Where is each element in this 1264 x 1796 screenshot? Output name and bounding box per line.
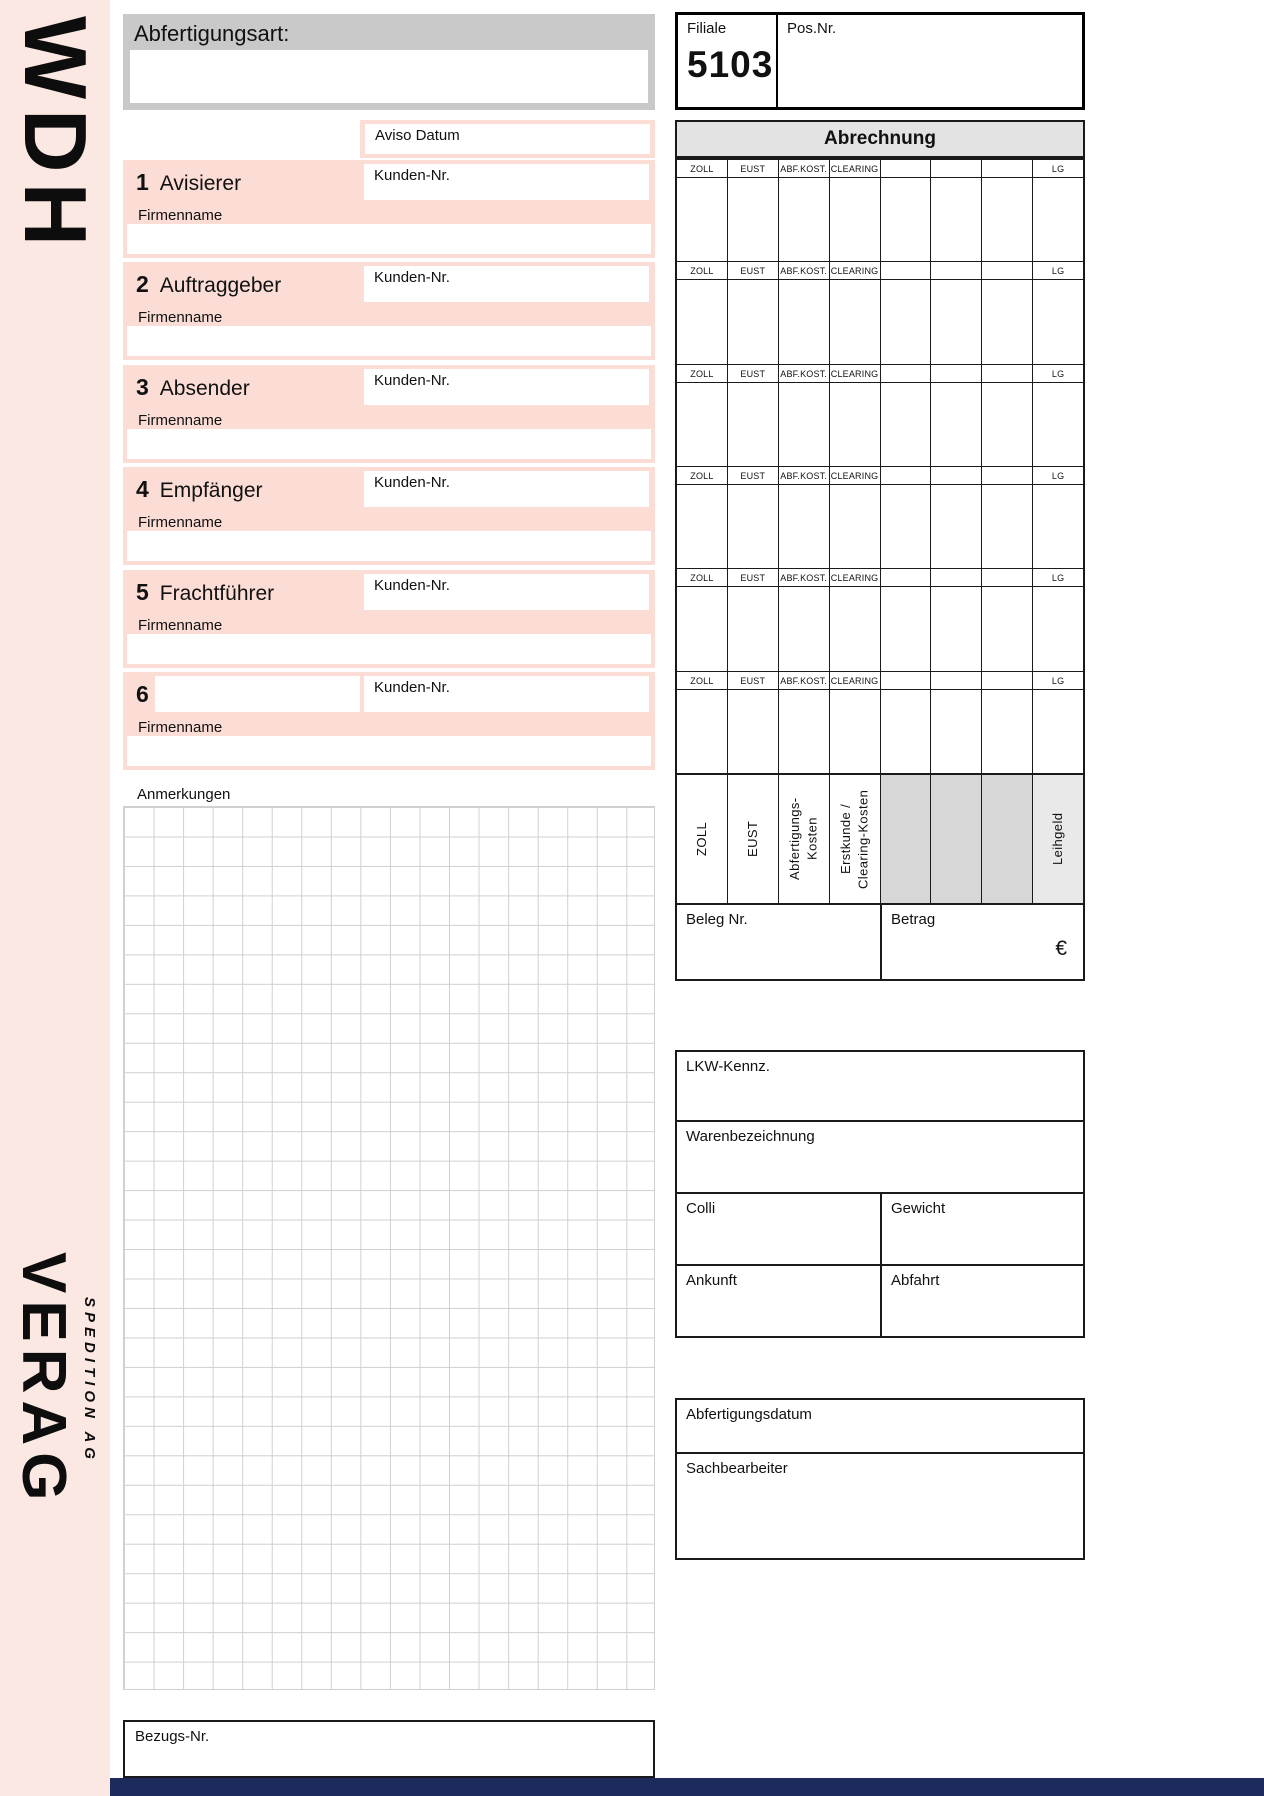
firmenname-field[interactable] [127, 531, 651, 561]
footer-cell-empty [930, 775, 981, 903]
abrechnung-column-header: LG [1033, 365, 1083, 383]
bottom-accent-bar [110, 1778, 1264, 1796]
abrechnung-column-header: CLEARING [830, 160, 880, 178]
abrechnung-title: Abrechnung [824, 128, 936, 149]
section-name: Empfänger [159, 479, 263, 502]
abrechnung-cell-empty[interactable] [981, 262, 1032, 363]
anmerkungen-label: Anmerkungen [137, 786, 231, 803]
abrechnung-row-6 [677, 671, 1083, 773]
kunden-nr-label: Kunden-Nr. [374, 269, 450, 286]
abrechnung-column-header [881, 160, 931, 178]
abrechnung-cell-empty[interactable] [930, 569, 981, 670]
footer-cell-abfertigungs-kosten [778, 775, 829, 903]
firmenname-label: Firmenname [138, 719, 223, 736]
brand-spedition-ag: SPEDITION AG [81, 1296, 98, 1464]
firmenname-field[interactable] [127, 634, 651, 664]
abrechnung-column-header [931, 672, 981, 690]
abrechnung-cell-empty[interactable] [880, 160, 931, 261]
filiale-cell [678, 15, 778, 107]
abrechnung-cell-empty[interactable] [930, 365, 981, 466]
abfertigungsart-label: Abfertigungsart: [134, 21, 290, 46]
abrechnung-cell-lg[interactable] [1032, 569, 1083, 670]
abrechnung-row-2 [677, 261, 1083, 363]
warenbezeichnung-label: Warenbezeichnung [686, 1128, 815, 1145]
abrechnung-column-header: EUST [728, 467, 778, 485]
colli-field[interactable] [677, 1194, 882, 1264]
abrechnung-column-header [982, 569, 1032, 587]
lkw-kennz-field[interactable] [675, 1050, 1085, 1122]
section-number: 6 [136, 681, 149, 707]
section-absender [123, 365, 655, 463]
abrechnung-column-header [881, 262, 931, 280]
abrechnung-cell-zoll[interactable] [677, 569, 727, 670]
abrechnung-cell-abfkost[interactable] [778, 365, 829, 466]
firmenname-label: Firmenname [138, 309, 223, 326]
rotated-footer-label: EUST [745, 820, 761, 858]
abrechnung-cell-abfkost[interactable] [778, 569, 829, 670]
abrechnung-column-header: ZOLL [677, 569, 727, 587]
abrechnung-cell-empty[interactable] [930, 467, 981, 568]
footer-cell-empty [880, 775, 931, 903]
kunden-nr-field[interactable] [364, 471, 649, 507]
kunden-nr-label: Kunden-Nr. [374, 474, 450, 491]
abrechnung-column-header: ABF.KOST. [779, 262, 829, 280]
abrechnung-column-header [982, 467, 1032, 485]
abrechnung-cell-abfkost[interactable] [778, 160, 829, 261]
abrechnung-column-header: LG [1033, 160, 1083, 178]
abrechnung-cell-lg[interactable] [1032, 672, 1083, 773]
abrechnung-cell-empty[interactable] [880, 569, 931, 670]
abrechnung-row-5 [677, 568, 1083, 670]
abrechnung-column-header: ABF.KOST. [779, 467, 829, 485]
abrechnung-cell-zoll[interactable] [677, 365, 727, 466]
colli-gewicht-row [675, 1192, 1085, 1266]
aviso-datum-label: Aviso Datum [375, 127, 460, 144]
abrechnung-column-header: CLEARING [830, 365, 880, 383]
section-title [136, 169, 241, 196]
firmenname-field[interactable] [127, 224, 651, 254]
abfertigungsart-field[interactable] [130, 50, 648, 103]
footer-cell-empty [981, 775, 1032, 903]
rotated-footer-label: Abfertigungs-Kosten [787, 797, 820, 881]
bezugs-nr-label: Bezugs-Nr. [135, 1728, 210, 1745]
abrechnung-cell-clearing[interactable] [829, 467, 880, 568]
lkw-kennz-label: LKW-Kennz. [686, 1058, 770, 1075]
abrechnung-column-header [931, 365, 981, 383]
pos-nr-field[interactable] [778, 15, 1082, 107]
abrechnung-cell-zoll[interactable] [677, 262, 727, 363]
kunden-nr-label: Kunden-Nr. [374, 372, 450, 389]
filiale-number: 5103 [687, 44, 774, 85]
abrechnung-cell-clearing[interactable] [829, 672, 880, 773]
abrechnung-cell-eust[interactable] [727, 569, 778, 670]
abfertigungsdatum-label: Abfertigungsdatum [686, 1406, 812, 1423]
section-name-field[interactable] [155, 676, 360, 712]
aviso-datum-field[interactable] [365, 124, 650, 154]
abrechnung-cell-empty[interactable] [930, 262, 981, 363]
abrechnung-column-header [982, 365, 1032, 383]
abrechnung-header [675, 120, 1085, 158]
currency-symbol: € [1055, 937, 1067, 960]
section-title [136, 579, 274, 606]
abrechnung-cell-zoll[interactable] [677, 467, 727, 568]
abrechnung-column-header: CLEARING [830, 672, 880, 690]
aviso-datum-strip [360, 120, 655, 158]
brand-wdh-block [0, 16, 110, 256]
sachbearbeiter-label: Sachbearbeiter [686, 1460, 788, 1477]
section-six [123, 672, 655, 770]
abrechnung-cell-abfkost[interactable] [778, 262, 829, 363]
abfertigungsdatum-field[interactable] [675, 1398, 1085, 1454]
footer-cell-leihgeld [1032, 775, 1083, 903]
abrechnung-cell-empty[interactable] [880, 467, 931, 568]
abrechnung-cell-clearing[interactable] [829, 160, 880, 261]
section-frachtfuehrer [123, 570, 655, 668]
section-number: 3 [136, 374, 149, 400]
abrechnung-column-header: ABF.KOST. [779, 569, 829, 587]
abrechnung-column-header: ABF.KOST. [779, 365, 829, 383]
abrechnung-cell-clearing[interactable] [829, 365, 880, 466]
kunden-nr-label: Kunden-Nr. [374, 679, 450, 696]
brand-sidebar [0, 0, 110, 1796]
section-title [136, 476, 263, 503]
abrechnung-row-1 [677, 160, 1083, 261]
kunden-nr-field[interactable] [364, 164, 649, 200]
abrechnung-table [675, 158, 1085, 775]
abrechnung-row-3 [677, 364, 1083, 466]
abrechnung-column-header [931, 160, 981, 178]
section-name: Absender [159, 377, 250, 400]
abfahrt-field[interactable] [882, 1266, 1083, 1336]
abrechnung-cell-eust[interactable] [727, 262, 778, 363]
abrechnung-column-header: EUST [728, 569, 778, 587]
rotated-footer-label: Leihgeld [1050, 812, 1066, 866]
bezugs-nr-field[interactable] [123, 1720, 655, 1778]
firmenname-label: Firmenname [138, 514, 223, 531]
brand-verag-logo: VERAG [9, 1252, 78, 1508]
ankunft-label: Ankunft [686, 1272, 737, 1289]
betrag-field[interactable] [882, 905, 1083, 979]
rotated-footer-label: ZOLL [694, 821, 710, 857]
abrechnung-column-header: LG [1033, 672, 1083, 690]
abrechnung-row-4 [677, 466, 1083, 568]
abrechnung-cell-lg[interactable] [1032, 262, 1083, 363]
abrechnung-column-header: CLEARING [830, 569, 880, 587]
gewicht-field[interactable] [882, 1194, 1083, 1264]
abrechnung-column-header: ZOLL [677, 467, 727, 485]
abrechnung-column-header [982, 262, 1032, 280]
kunden-nr-label: Kunden-Nr. [374, 167, 450, 184]
section-avisierer [123, 160, 655, 258]
abrechnung-column-header: CLEARING [830, 262, 880, 280]
abfertigungsart-box [123, 14, 655, 110]
abrechnung-cell-empty[interactable] [930, 672, 981, 773]
abrechnung-column-header: ZOLL [677, 365, 727, 383]
abrechnung-column-header: EUST [728, 160, 778, 178]
abrechnung-column-header [881, 672, 931, 690]
abrechnung-cell-empty[interactable] [981, 160, 1032, 261]
firmenname-label: Firmenname [138, 617, 223, 634]
abrechnung-column-header: ZOLL [677, 672, 727, 690]
abrechnung-cell-clearing[interactable] [829, 262, 880, 363]
abrechnung-cell-empty[interactable] [981, 365, 1032, 466]
abrechnung-cell-eust[interactable] [727, 467, 778, 568]
abrechnung-column-header [931, 569, 981, 587]
abrechnung-column-header: EUST [728, 365, 778, 383]
abrechnung-cell-eust[interactable] [727, 160, 778, 261]
footer-cell-eust [727, 775, 778, 903]
section-name: Frachtführer [159, 582, 275, 605]
abrechnung-cell-empty[interactable] [981, 672, 1032, 773]
section-number: 5 [136, 579, 149, 605]
section-title [136, 271, 281, 298]
firmenname-field[interactable] [127, 429, 651, 459]
beleg-nr-label: Beleg Nr. [686, 911, 748, 928]
firmenname-field[interactable] [127, 326, 651, 356]
abrechnung-column-header [881, 365, 931, 383]
abrechnung-column-header: ZOLL [677, 262, 727, 280]
ankunft-abfahrt-row [675, 1264, 1085, 1338]
section-empfaenger [123, 467, 655, 565]
brand-wdh-logo: WDH [6, 16, 105, 257]
kunden-nr-field[interactable] [364, 369, 649, 405]
abrechnung-column-header [931, 467, 981, 485]
abrechnung-column-header: ABF.KOST. [779, 160, 829, 178]
abrechnung-column-header: EUST [728, 262, 778, 280]
sachbearbeiter-field[interactable] [675, 1452, 1085, 1560]
abrechnung-column-header [982, 160, 1032, 178]
section-title [136, 374, 250, 401]
gewicht-label: Gewicht [891, 1200, 946, 1217]
abrechnung-column-header [931, 262, 981, 280]
abrechnung-cell-empty[interactable] [880, 365, 931, 466]
abrechnung-column-header: LG [1033, 467, 1083, 485]
abrechnung-footer [675, 775, 1085, 905]
section-number: 2 [136, 271, 149, 297]
filiale-label: Filiale [687, 20, 727, 37]
abrechnung-cell-lg[interactable] [1032, 467, 1083, 568]
abrechnung-cell-lg[interactable] [1032, 365, 1083, 466]
firmenname-field[interactable] [127, 736, 651, 766]
abrechnung-cell-abfkost[interactable] [778, 467, 829, 568]
abrechnung-column-header: LG [1033, 262, 1083, 280]
anmerkungen-grid[interactable] [123, 806, 655, 1690]
footer-cell-erstkunde-clearing-kosten [829, 775, 880, 903]
pos-nr-label: Pos.Nr. [787, 20, 837, 37]
kunden-nr-label: Kunden-Nr. [374, 577, 450, 594]
abrechnung-cell-empty[interactable] [981, 569, 1032, 670]
abrechnung-cell-clearing[interactable] [829, 569, 880, 670]
abrechnung-cell-empty[interactable] [930, 160, 981, 261]
beleg-nr-field[interactable] [677, 905, 882, 979]
abrechnung-column-header: CLEARING [830, 467, 880, 485]
footer-cell-zoll [677, 775, 727, 903]
filiale-posnr-box [675, 12, 1085, 110]
colli-label: Colli [686, 1200, 716, 1217]
abrechnung-column-header [881, 569, 931, 587]
section-auftraggeber [123, 262, 655, 360]
beleg-betrag-row [675, 905, 1085, 981]
betrag-label: Betrag [891, 911, 936, 928]
abrechnung-cell-eust[interactable] [727, 672, 778, 773]
abrechnung-column-header [881, 467, 931, 485]
abrechnung-cell-eust[interactable] [727, 365, 778, 466]
firmenname-label: Firmenname [138, 207, 223, 224]
kunden-nr-field[interactable] [364, 266, 649, 302]
abrechnung-cell-empty[interactable] [880, 672, 931, 773]
section-name: Auftraggeber [159, 274, 282, 297]
rotated-footer-label: Erstkunde / Clearing-Kosten [838, 789, 871, 889]
section-number: 1 [136, 169, 149, 195]
abrechnung-cell-empty[interactable] [880, 262, 931, 363]
kunden-nr-field[interactable] [364, 574, 649, 610]
abrechnung-column-header: ABF.KOST. [779, 672, 829, 690]
abfahrt-label: Abfahrt [891, 1272, 940, 1289]
brand-verag-block [0, 1210, 110, 1550]
abrechnung-column-header: ZOLL [677, 160, 727, 178]
abrechnung-cell-zoll[interactable] [677, 672, 727, 773]
warenbezeichnung-field[interactable] [675, 1120, 1085, 1194]
abrechnung-cell-abfkost[interactable] [778, 672, 829, 773]
abrechnung-cell-empty[interactable] [981, 467, 1032, 568]
firmenname-label: Firmenname [138, 412, 223, 429]
section-number: 4 [136, 476, 149, 502]
ankunft-field[interactable] [677, 1266, 882, 1336]
abrechnung-cell-zoll[interactable] [677, 160, 727, 261]
abrechnung-column-header: LG [1033, 569, 1083, 587]
kunden-nr-field[interactable] [364, 676, 649, 712]
abrechnung-column-header: EUST [728, 672, 778, 690]
abrechnung-cell-lg[interactable] [1032, 160, 1083, 261]
section-name: Avisierer [159, 172, 242, 195]
abrechnung-column-header [982, 672, 1032, 690]
